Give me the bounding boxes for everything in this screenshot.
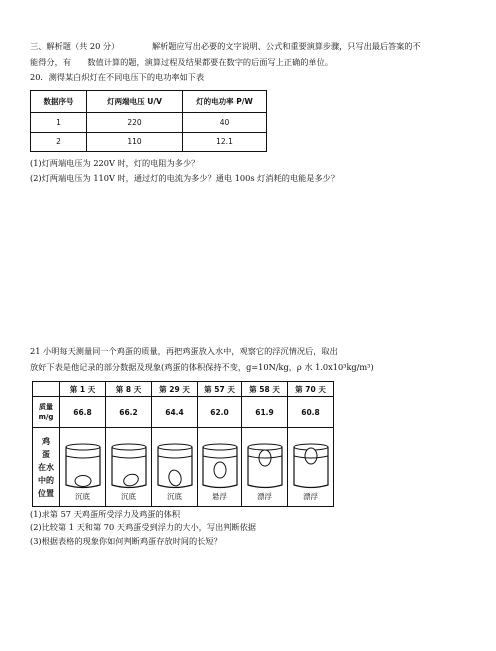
position-label: 位置 — [38, 488, 54, 498]
egg-state: 沉底 — [121, 492, 136, 501]
table-cell: 220 — [87, 113, 183, 133]
table-cell: 2 — [31, 132, 87, 152]
mass-cell: 66.8 — [60, 397, 106, 428]
day-cell: 第 58 天 — [242, 382, 288, 397]
question-20-title: 20．测得某白炽灯在不同电压下的电功率如下表 — [30, 72, 205, 82]
question-20-part-2: (2)灯两端电压为 110V 时，通过灯的电流为多少？通电 100s 灯消耗的电能是多少？ — [30, 173, 340, 183]
egg-state: 漂浮 — [257, 492, 272, 501]
days-row — [33, 382, 334, 397]
day-cell: 第 1 天 — [60, 382, 106, 397]
table-cell: 1 — [31, 113, 87, 133]
header-cell: 灯的电功率 P/W — [183, 91, 267, 113]
question-21-intro-line2: 放好下表是他记录的部分数据及现象(鸡蛋的体积保持不变，g=10N/kg，ρ 水 1.0x10³kg/m³) — [30, 362, 374, 372]
mass-cell: 60.8 — [288, 397, 334, 428]
mass-row — [33, 397, 334, 428]
day-cell: 第 29 天 — [152, 382, 198, 397]
position-label: 鸡 — [42, 436, 50, 446]
header-cell: 数据序号 — [31, 91, 87, 113]
section-instructions-line2: 能得分，有 数值计算的题，演算过程及结果都要在数字的后面写上正确的单位。 — [30, 57, 333, 67]
power-table — [30, 90, 267, 152]
question-20-part-1: (1)灯两端电压为 220V 时，灯的电阻为多少？ — [30, 158, 200, 168]
table-header-row — [31, 91, 267, 113]
table-cell: 12.1 — [183, 132, 267, 152]
egg-state: 沉底 — [167, 492, 182, 501]
question-21-part-3: (3)根据表格的现象你如何判断鸡蛋存放时间的长短？ — [30, 536, 222, 546]
egg-state: 沉底 — [75, 492, 90, 501]
section-heading: 三、解析题（共 20 分） — [30, 41, 120, 51]
day-cell: 第 57 天 — [198, 382, 242, 397]
table-cell: 40 — [183, 113, 267, 133]
egg-state: 悬浮 — [212, 492, 227, 501]
mass-label: 质量 — [39, 403, 53, 411]
mass-cell: 62.0 — [198, 397, 242, 428]
question-21-part-1: (1)求第 57 天鸡蛋所受浮力及鸡蛋的体积 — [30, 509, 181, 519]
egg-table — [32, 381, 334, 507]
question-21-intro: 21 小明每天测量同一个鸡蛋的质量，再把鸡蛋放入水中，观察它的浮沉情况后，取出 — [30, 346, 338, 356]
question-21-part-2: (2)比较第 1 天和第 70 天鸡蛋受到浮力的大小，写出判断依据 — [30, 522, 256, 532]
mass-cell: 64.4 — [152, 397, 198, 428]
position-label: 蛋 — [42, 449, 50, 459]
mass-unit: m/g — [38, 413, 54, 421]
beaker-cell — [106, 428, 152, 507]
section-instructions: 解析题应写出必要的文字说明、公式和重要演算步骤，只写出最后答案的不 — [152, 41, 421, 51]
table-row — [31, 132, 267, 152]
position-label: 中的 — [38, 475, 54, 485]
position-label-cell — [33, 428, 60, 507]
day-cell: 第 8 天 — [106, 382, 152, 397]
table-cell: 110 — [87, 132, 183, 152]
mass-cell: 66.2 — [106, 397, 152, 428]
beaker-cell — [152, 428, 198, 507]
beaker-cell — [60, 428, 106, 507]
position-row — [33, 428, 334, 507]
position-label: 在水 — [38, 462, 54, 472]
mass-label-cell — [33, 397, 60, 428]
egg-state: 漂浮 — [303, 492, 318, 501]
beaker-cell — [288, 428, 334, 507]
corner-cell — [33, 382, 60, 397]
header-cell: 灯两端电压 U/V — [87, 91, 183, 113]
beaker-egg-suspend-icon — [201, 443, 239, 489]
beaker-egg-sink-icon — [156, 443, 194, 489]
beaker-egg-float-icon — [292, 443, 330, 489]
table-row — [31, 113, 267, 133]
beaker-cell — [198, 428, 242, 507]
day-cell: 第 70 天 — [288, 382, 334, 397]
beaker-cell — [242, 428, 288, 507]
beaker-egg-sink-icon — [110, 443, 148, 489]
mass-cell: 61.9 — [242, 397, 288, 428]
beaker-egg-sink-icon — [64, 443, 102, 489]
beaker-egg-float-icon — [246, 443, 284, 489]
